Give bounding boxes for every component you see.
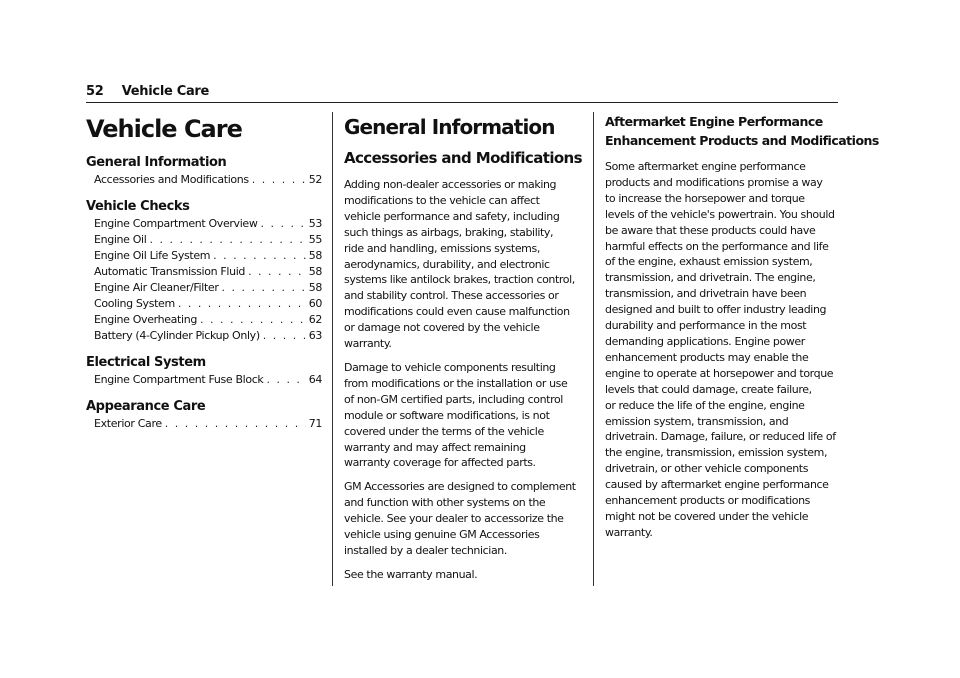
text-line: engine to operate at horsepower and torque [605, 366, 834, 380]
aftermarket-column [605, 112, 879, 549]
text-line: such things as airbags, braking, stability, [344, 225, 554, 239]
text-line: from modifications or the installation or use [344, 376, 568, 390]
toc-entry-label: Engine Overheating [94, 313, 197, 326]
toc-leader-dots [178, 296, 306, 312]
toc-section [86, 354, 322, 388]
toc-section [86, 198, 322, 344]
toc-entry-page: 58 [308, 249, 322, 262]
paragraph [344, 479, 584, 559]
toc-entry[interactable] [86, 416, 322, 432]
text-line: vehicle. See your dealer to accessorize the [344, 512, 564, 526]
text-line: levels of the vehicle's powertrain. You should [605, 207, 835, 221]
chapter-title: Vehicle Care [121, 84, 210, 99]
text-line: to increase the horsepower and torque [605, 191, 805, 205]
toc-entry-page: 58 [308, 265, 322, 278]
toc-entry-page: 63 [308, 329, 322, 342]
text-line: the engine, transmission, emission system, [605, 446, 828, 460]
toc-entry[interactable] [86, 372, 322, 388]
text-line: installed by a dealer technician. [344, 543, 507, 557]
page-number: 52 [86, 84, 104, 99]
subsection-heading: Accessories and Modifications [344, 149, 582, 167]
text-line: covered under the terms of the vehicle [344, 424, 544, 438]
toc-entry-label: Engine Compartment Fuse Block [94, 373, 264, 386]
toc-leader-dots [248, 264, 306, 280]
toc-entry-page: 62 [308, 313, 322, 326]
toc-entry-label: Automatic Transmission Fluid [94, 265, 246, 278]
paragraph [344, 360, 584, 471]
text-line: warranty. [344, 337, 392, 351]
toc-section-heading: Vehicle Checks [86, 199, 190, 214]
toc-entry-page: 64 [308, 373, 322, 386]
toc-leader-dots [222, 280, 306, 296]
toc-entry[interactable] [86, 296, 322, 312]
toc-section [86, 154, 322, 188]
toc-entry[interactable] [86, 312, 322, 328]
heading-line: Aftermarket Engine Performance [605, 114, 823, 129]
text-line: warranty coverage for affected parts. [344, 456, 536, 470]
text-line: harmful effects on the performance and life [605, 239, 829, 253]
toc-entry-page: 53 [308, 217, 322, 230]
text-line: drivetrain, or other vehicle components [605, 462, 809, 476]
text-line: be aware that these products could have [605, 223, 816, 237]
toc-entry-label: Engine Oil Life System [94, 249, 211, 262]
general-information-column [344, 112, 584, 591]
text-line: enhancement products may enable the [605, 350, 809, 364]
text-line: warranty. [605, 525, 653, 539]
toc-entry-label: Engine Oil [94, 233, 147, 246]
toc-entry[interactable] [86, 172, 322, 188]
text-line: warranty and may affect remaining [344, 440, 526, 454]
toc-section-heading: General Information [86, 155, 227, 170]
toc-entry-page: 71 [308, 417, 322, 430]
toc-leader-dots [165, 416, 306, 432]
toc-leader-dots [266, 372, 305, 388]
toc-column [86, 112, 322, 432]
text-line: products and modifications promise a way [605, 175, 823, 189]
toc-entry[interactable] [86, 248, 322, 264]
toc-section-heading: Electrical System [86, 355, 206, 370]
text-line: and function with other systems on the [344, 496, 546, 510]
text-line: of the engine, exhaust emission system, [605, 255, 813, 269]
toc-entry[interactable] [86, 280, 322, 296]
section-heading: General Information [344, 115, 555, 139]
paragraph [344, 567, 584, 583]
text-line: emission system, transmission, and [605, 414, 789, 428]
page-header [86, 84, 838, 102]
toc-entry[interactable] [86, 264, 322, 280]
toc-entry-page: 60 [308, 297, 322, 310]
toc-section [86, 398, 322, 432]
text-line: designed and built to offer industry leading [605, 303, 827, 317]
toc-leader-dots [252, 172, 306, 188]
toc-entry[interactable] [86, 216, 322, 232]
toc-entry-label: Battery (4-Cylinder Pickup Only) [94, 329, 260, 342]
toc-entry[interactable] [86, 328, 322, 344]
toc-leader-dots [260, 216, 305, 232]
text-line: demanding applications. Engine power [605, 334, 805, 348]
toc-entry-label: Cooling System [94, 297, 175, 310]
text-line: Some aftermarket engine performance [605, 160, 806, 173]
chapter-heading: Vehicle Care [86, 115, 242, 143]
text-line: transmission, and drivetrain. The engine, [605, 271, 816, 285]
text-line: ride and handling, emissions systems, [344, 241, 540, 255]
text-line: might not be covered under the vehicle [605, 509, 809, 523]
column-divider [332, 112, 333, 586]
toc-entry[interactable] [86, 232, 322, 248]
toc-entry-page: 55 [308, 233, 322, 246]
text-line: modifications could even cause malfunction [344, 305, 570, 319]
text-line: or damage not covered by the vehicle [344, 321, 540, 335]
text-line: vehicle performance and safety, including [344, 209, 560, 223]
text-line: aerodynamics, durability, and electronic [344, 257, 550, 271]
toc-entry-label: Engine Air Cleaner/Filter [94, 281, 219, 294]
paragraph [344, 177, 584, 352]
text-line: transmission, and drivetrain have been [605, 287, 807, 301]
text-line: systems like antilock brakes, traction control, [344, 273, 575, 287]
heading-line: Enhancement Products and Modifications [605, 133, 879, 148]
text-line: See the warranty manual. [344, 567, 478, 581]
text-line: drivetrain. Damage, failure, or reduced life of [605, 430, 836, 444]
text-line: modifications to the vehicle can affect [344, 193, 540, 207]
text-line: caused by aftermarket engine performance [605, 478, 829, 492]
toc-entry-page: 52 [308, 173, 322, 186]
text-line: module or software modifications, is not [344, 408, 550, 422]
toc-leader-dots [263, 328, 306, 344]
text-line: levels that could damage, create failure, [605, 382, 812, 396]
text-line: enhancement products or modifications [605, 494, 810, 508]
toc-entry-page: 58 [308, 281, 322, 294]
toc-leader-dots [149, 232, 305, 248]
header-rule [86, 102, 838, 103]
toc-entry-label: Engine Compartment Overview [94, 217, 258, 230]
toc-entry-label: Exterior Care [94, 417, 162, 430]
toc-entry-label: Accessories and Modifications [94, 173, 249, 186]
toc-leader-dots [213, 248, 306, 264]
text-line: vehicle using genuine GM Accessories [344, 528, 540, 542]
text-line: GM Accessories are designed to complement [344, 480, 576, 494]
text-line: Adding non-dealer accessories or making [344, 178, 557, 191]
text-line: durability and performance in the most [605, 319, 807, 333]
column-divider [593, 112, 594, 586]
aftermarket-heading [605, 112, 879, 150]
toc-leader-dots [200, 312, 306, 328]
text-line: of non-GM certified parts, including control [344, 392, 563, 406]
toc-section-heading: Appearance Care [86, 399, 206, 414]
text-line: or reduce the life of the engine, engine [605, 398, 805, 412]
text-line: and stability control. These accessories or [344, 289, 559, 303]
text-line: Damage to vehicle components resulting [344, 360, 556, 374]
paragraph [605, 159, 837, 541]
